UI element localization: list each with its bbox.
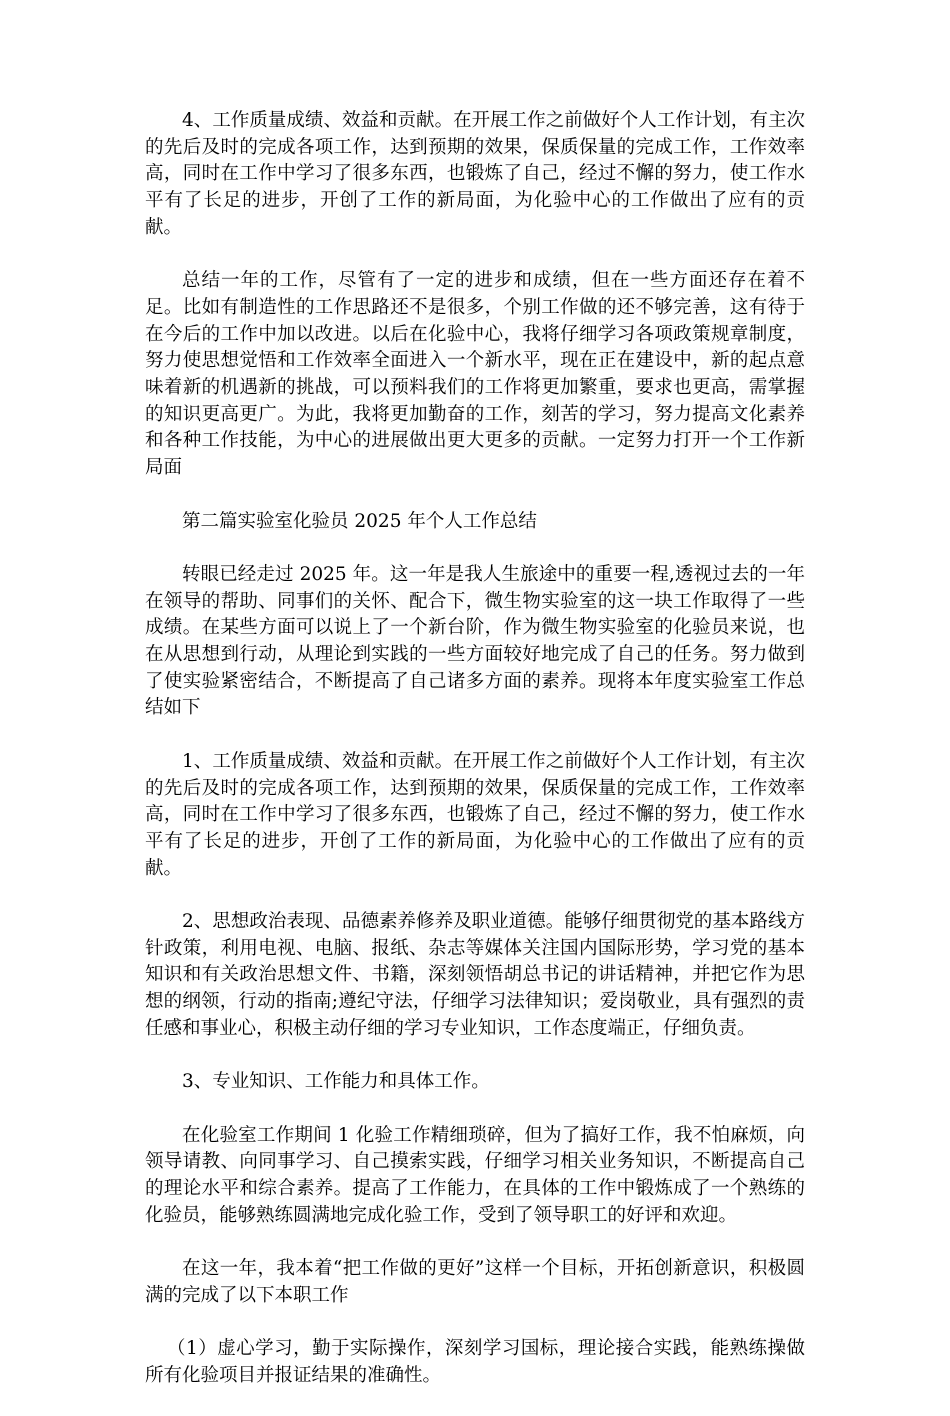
section-heading: 第二篇实验室化验员 2025 年个人工作总结 — [182, 510, 537, 532]
paragraph-item-4-quality: 4、工作质量成绩、效益和贡献。在开展工作之前做好个人工作计划，有主次的先后及时的完成各项工作，达到预期的效果，保质保量的完成工作，工作效率高，同时在工作中学习了很多东西，也锻炼了自己，经过不懈的努力，使工作水平有了长足的进步，开创了工作的新局面，为化验中心的工作做出了应有的贡献。 — [145, 110, 805, 238]
paragraph-item-1-quality: 1、工作质量成绩、效益和贡献。在开展工作之前做好个人工作计划，有主次的先后及时的完成各项工作，达到预期的效果，保质保量的完成工作，工作效率高，同时在工作中学习了很多东西，也锻炼了自己，经过不懈的努力，使工作水平有了长足的进步，开创了工作的新局面，为化验中心的工作做出了应有的贡献。 — [145, 750, 805, 879]
paragraph-subitem-1: （1）虚心学习，勤于实际操作，深刻学习国标，理论接合实践，能熟练操做所有化验项目并报证结果的准确性。 — [145, 1338, 805, 1386]
paragraph-item-3-heading: 3、专业知识、工作能力和具体工作。 — [182, 1071, 490, 1093]
paragraph-year-summary: 总结一年的工作，尽管有了一定的进步和成绩，但在一些方面还存在着不足。比如有制造性的工作思路还不是很多，个别工作做的还不够完善，这有待于在今后的工作中加以改进。以后在化验中心，我将仔细学习各项政策规章制度，努力使思想觉悟和工作效率全面进入一个新水平，现在正在建设中，新的起点意味着新的机遇新的挑战，可以预料我们的工作将更加繁重，要求也更高，需掌握的知识更高更广。为此，我将更加勤奋的工作，刻苦的学习，努力提高文化素养和各种工作技能，为中心的进展做出更大更多的贡献。一定努力打开一个工作新局面 — [145, 270, 805, 479]
paragraph-lab-work: 在化验室工作期间 1 化验工作精细琐碎，但为了搞好工作，我不怕麻烦，向领导请教、向同事学习、自己摸索实践，仔细学习相关业务知识，不断提高自己的理论水平和综合素养。提高了工作能力，在具体的工作中锻炼成了一个熟练的化验员，能够熟练圆满地完成化验工作，受到了领导职工的好评和欢迎。 — [145, 1124, 805, 1226]
document-body — [145, 108, 805, 1416]
paragraph-item-2-ethics: 2、思想政治表现、品德素养修养及职业道德。能够仔细贯彻党的基本路线方针政策，利用电视、电脑、报纸、杂志等媒体关注国内国际形势，学习党的基本知识和有关政治思想文件、书籍，深刻领悟胡总书记的讲话精神，并把它作为思想的纲领，行动的指南;遵纪守法，仔细学习法律知识；爱岗敬业，具有强烈的责任感和事业心，积极主动仔细的学习专业知识，工作态度端正，仔细负责。 — [145, 911, 805, 1039]
paragraph-goal: 在这一年，我本着“把工作做的更好”这样一个目标，开拓创新意识，积极圆满的完成了以下本职工作 — [145, 1258, 805, 1306]
paragraph-intro: 转眼已经走过 2025 年。这一年是我人生旅途中的重要一程,透视过去的一年在领导的帮助、同事们的关怀、配合下，微生物实验室的这一块工作取得了一些成绩。在某些方面可以说上了一个新台阶，作为微生物实验室的化验员来说，也在从思想到行动，从理论到实践的一些方面较好地完成了自己的任务。努力做到了使实验紧密结合，不断提高了自己诸多方面的素养。现将本年度实验室工作总结如下 — [145, 563, 805, 719]
